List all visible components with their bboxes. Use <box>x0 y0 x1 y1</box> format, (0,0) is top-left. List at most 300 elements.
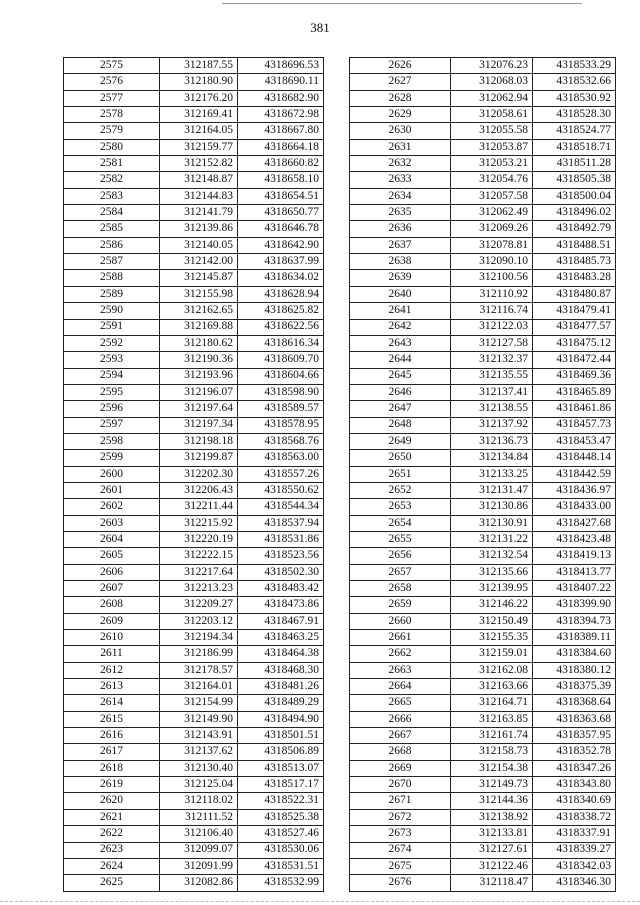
table-row <box>64 858 324 874</box>
point-number-cell: 2586 <box>64 237 160 253</box>
table-row <box>64 581 324 597</box>
point-number-cell: 2665 <box>350 695 451 711</box>
point-number-cell: 2647 <box>350 401 451 417</box>
y-coordinate-cell: 4318658.10 <box>238 172 324 188</box>
point-number-cell: 2622 <box>64 826 160 842</box>
y-coordinate-cell: 4318563.00 <box>238 450 324 466</box>
y-coordinate-cell: 4318342.03 <box>533 858 616 874</box>
table-row <box>64 564 324 580</box>
y-coordinate-cell: 4318480.87 <box>533 286 616 302</box>
y-coordinate-cell: 4318384.60 <box>533 646 616 662</box>
point-number-cell: 2656 <box>350 548 451 564</box>
table-row <box>350 254 616 270</box>
y-coordinate-cell: 4318518.71 <box>533 139 616 155</box>
y-coordinate-cell: 4318368.64 <box>533 695 616 711</box>
point-number-cell: 2628 <box>350 90 451 106</box>
y-coordinate-cell: 4318347.26 <box>533 760 616 776</box>
y-coordinate-cell: 4318589.57 <box>238 401 324 417</box>
y-coordinate-cell: 4318394.73 <box>533 613 616 629</box>
y-coordinate-cell: 4318479.41 <box>533 303 616 319</box>
table-row <box>350 793 616 809</box>
x-coordinate-cell: 312163.66 <box>451 679 533 695</box>
table-row <box>350 760 616 776</box>
point-number-cell: 2661 <box>350 630 451 646</box>
y-coordinate-cell: 4318527.46 <box>238 826 324 842</box>
point-number-cell: 2614 <box>64 695 160 711</box>
point-number-cell: 2579 <box>64 123 160 139</box>
x-coordinate-cell: 312159.77 <box>160 139 238 155</box>
table-row <box>350 384 616 400</box>
y-coordinate-cell: 4318650.77 <box>238 205 324 221</box>
y-coordinate-cell: 4318531.86 <box>238 531 324 547</box>
x-coordinate-cell: 312180.90 <box>160 74 238 90</box>
y-coordinate-cell: 4318696.53 <box>238 58 324 74</box>
coordinates-table-left <box>63 57 324 892</box>
table-row <box>64 123 324 139</box>
point-number-cell: 2652 <box>350 482 451 498</box>
x-coordinate-cell: 312198.18 <box>160 433 238 449</box>
x-coordinate-cell: 312099.07 <box>160 842 238 858</box>
header-rule <box>222 3 582 4</box>
table-row <box>64 74 324 90</box>
point-number-cell: 2674 <box>350 842 451 858</box>
point-number-cell: 2664 <box>350 679 451 695</box>
table-row <box>350 74 616 90</box>
point-number-cell: 2618 <box>64 760 160 776</box>
y-coordinate-cell: 4318533.29 <box>533 58 616 74</box>
x-coordinate-cell: 312220.19 <box>160 531 238 547</box>
point-number-cell: 2658 <box>350 581 451 597</box>
x-coordinate-cell: 312130.86 <box>451 499 533 515</box>
y-coordinate-cell: 4318654.51 <box>238 188 324 204</box>
point-number-cell: 2654 <box>350 515 451 531</box>
x-coordinate-cell: 312137.92 <box>451 417 533 433</box>
point-number-cell: 2616 <box>64 728 160 744</box>
y-coordinate-cell: 4318343.80 <box>533 777 616 793</box>
table-row <box>350 466 616 482</box>
table-row <box>64 352 324 368</box>
point-number-cell: 2582 <box>64 172 160 188</box>
point-number-cell: 2598 <box>64 433 160 449</box>
point-number-cell: 2633 <box>350 172 451 188</box>
table-row <box>64 515 324 531</box>
x-coordinate-cell: 312125.04 <box>160 777 238 793</box>
table-row <box>64 875 324 891</box>
table-row <box>64 270 324 286</box>
y-coordinate-cell: 4318473.86 <box>238 597 324 613</box>
footer-rule <box>0 901 640 902</box>
y-coordinate-cell: 4318436.97 <box>533 482 616 498</box>
point-number-cell: 2634 <box>350 188 451 204</box>
y-coordinate-cell: 4318375.39 <box>533 679 616 695</box>
y-coordinate-cell: 4318634.02 <box>238 270 324 286</box>
point-number-cell: 2591 <box>64 319 160 335</box>
x-coordinate-cell: 312131.22 <box>451 531 533 547</box>
point-number-cell: 2636 <box>350 221 451 237</box>
table-row <box>350 335 616 351</box>
y-coordinate-cell: 4318448.14 <box>533 450 616 466</box>
x-coordinate-cell: 312141.79 <box>160 205 238 221</box>
y-coordinate-cell: 4318525.38 <box>238 809 324 825</box>
point-number-cell: 2597 <box>64 417 160 433</box>
y-coordinate-cell: 4318453.47 <box>533 433 616 449</box>
y-coordinate-cell: 4318352.78 <box>533 744 616 760</box>
table-row <box>350 531 616 547</box>
x-coordinate-cell: 312132.54 <box>451 548 533 564</box>
x-coordinate-cell: 312169.41 <box>160 107 238 123</box>
x-coordinate-cell: 312197.64 <box>160 401 238 417</box>
point-number-cell: 2608 <box>64 597 160 613</box>
table-row <box>350 858 616 874</box>
x-coordinate-cell: 312139.95 <box>451 581 533 597</box>
y-coordinate-cell: 4318524.77 <box>533 123 616 139</box>
y-coordinate-cell: 4318407.22 <box>533 581 616 597</box>
table-row <box>350 646 616 662</box>
point-number-cell: 2619 <box>64 777 160 793</box>
y-coordinate-cell: 4318616.34 <box>238 335 324 351</box>
point-number-cell: 2607 <box>64 581 160 597</box>
point-number-cell: 2596 <box>64 401 160 417</box>
y-coordinate-cell: 4318646.78 <box>238 221 324 237</box>
table-row <box>350 107 616 123</box>
table-row <box>64 842 324 858</box>
x-coordinate-cell: 312144.36 <box>451 793 533 809</box>
table-row <box>350 433 616 449</box>
table-row <box>350 597 616 613</box>
table-row <box>350 286 616 302</box>
x-coordinate-cell: 312162.08 <box>451 662 533 678</box>
y-coordinate-cell: 4318496.02 <box>533 205 616 221</box>
table-row <box>350 368 616 384</box>
table-row <box>64 809 324 825</box>
table-row <box>350 303 616 319</box>
table-row <box>64 630 324 646</box>
table-row <box>64 679 324 695</box>
point-number-cell: 2662 <box>350 646 451 662</box>
x-coordinate-cell: 312130.91 <box>451 515 533 531</box>
point-number-cell: 2623 <box>64 842 160 858</box>
x-coordinate-cell: 312148.87 <box>160 172 238 188</box>
x-coordinate-cell: 312152.82 <box>160 156 238 172</box>
table-row <box>350 90 616 106</box>
y-coordinate-cell: 4318481.26 <box>238 679 324 695</box>
table-row <box>64 548 324 564</box>
x-coordinate-cell: 312082.86 <box>160 875 238 891</box>
table-row <box>64 597 324 613</box>
table-row <box>350 417 616 433</box>
table-row <box>64 499 324 515</box>
table-row <box>64 139 324 155</box>
y-coordinate-cell: 4318472.44 <box>533 352 616 368</box>
x-coordinate-cell: 312144.83 <box>160 188 238 204</box>
x-coordinate-cell: 312155.35 <box>451 630 533 646</box>
y-coordinate-cell: 4318530.06 <box>238 842 324 858</box>
y-coordinate-cell: 4318609.70 <box>238 352 324 368</box>
table-row <box>350 58 616 74</box>
x-coordinate-cell: 312138.92 <box>451 809 533 825</box>
y-coordinate-cell: 4318433.00 <box>533 499 616 515</box>
point-number-cell: 2643 <box>350 335 451 351</box>
point-number-cell: 2651 <box>350 466 451 482</box>
table-row <box>64 188 324 204</box>
y-coordinate-cell: 4318502.30 <box>238 564 324 580</box>
x-coordinate-cell: 312180.62 <box>160 335 238 351</box>
x-coordinate-cell: 312193.96 <box>160 368 238 384</box>
y-coordinate-cell: 4318660.82 <box>238 156 324 172</box>
table-row <box>64 450 324 466</box>
table-row <box>350 352 616 368</box>
point-number-cell: 2645 <box>350 368 451 384</box>
x-coordinate-cell: 312217.64 <box>160 564 238 580</box>
y-coordinate-cell: 4318604.66 <box>238 368 324 384</box>
y-coordinate-cell: 4318505.38 <box>533 172 616 188</box>
table-row <box>350 270 616 286</box>
x-coordinate-cell: 312149.90 <box>160 711 238 727</box>
y-coordinate-cell: 4318483.42 <box>238 581 324 597</box>
y-coordinate-cell: 4318467.91 <box>238 613 324 629</box>
y-coordinate-cell: 4318461.86 <box>533 401 616 417</box>
point-number-cell: 2646 <box>350 384 451 400</box>
table-row <box>64 156 324 172</box>
point-number-cell: 2635 <box>350 205 451 221</box>
point-number-cell: 2600 <box>64 466 160 482</box>
y-coordinate-cell: 4318501.51 <box>238 728 324 744</box>
table-row <box>350 744 616 760</box>
point-number-cell: 2627 <box>350 74 451 90</box>
y-coordinate-cell: 4318598.90 <box>238 384 324 400</box>
x-coordinate-cell: 312150.49 <box>451 613 533 629</box>
y-coordinate-cell: 4318363.68 <box>533 711 616 727</box>
table-row <box>350 711 616 727</box>
table-row <box>350 826 616 842</box>
point-number-cell: 2603 <box>64 515 160 531</box>
table-row <box>64 433 324 449</box>
y-coordinate-cell: 4318465.89 <box>533 384 616 400</box>
y-coordinate-cell: 4318380.12 <box>533 662 616 678</box>
point-number-cell: 2666 <box>350 711 451 727</box>
point-number-cell: 2676 <box>350 875 451 891</box>
table-row <box>64 319 324 335</box>
x-coordinate-cell: 312069.26 <box>451 221 533 237</box>
x-coordinate-cell: 312054.76 <box>451 172 533 188</box>
point-number-cell: 2577 <box>64 90 160 106</box>
y-coordinate-cell: 4318399.90 <box>533 597 616 613</box>
x-coordinate-cell: 312154.99 <box>160 695 238 711</box>
point-number-cell: 2667 <box>350 728 451 744</box>
point-number-cell: 2583 <box>64 188 160 204</box>
x-coordinate-cell: 312111.52 <box>160 809 238 825</box>
point-number-cell: 2578 <box>64 107 160 123</box>
point-number-cell: 2657 <box>350 564 451 580</box>
y-coordinate-cell: 4318423.48 <box>533 531 616 547</box>
x-coordinate-cell: 312068.03 <box>451 74 533 90</box>
point-number-cell: 2604 <box>64 531 160 547</box>
y-coordinate-cell: 4318664.18 <box>238 139 324 155</box>
y-coordinate-cell: 4318442.59 <box>533 466 616 482</box>
y-coordinate-cell: 4318339.27 <box>533 842 616 858</box>
table-row <box>350 205 616 221</box>
y-coordinate-cell: 4318464.38 <box>238 646 324 662</box>
x-coordinate-cell: 312132.37 <box>451 352 533 368</box>
point-number-cell: 2576 <box>64 74 160 90</box>
y-coordinate-cell: 4318419.13 <box>533 548 616 564</box>
x-coordinate-cell: 312062.94 <box>451 90 533 106</box>
point-number-cell: 2626 <box>350 58 451 74</box>
table-row <box>350 482 616 498</box>
x-coordinate-cell: 312053.21 <box>451 156 533 172</box>
x-coordinate-cell: 312163.85 <box>451 711 533 727</box>
coordinates-table-right <box>349 57 616 892</box>
x-coordinate-cell: 312091.99 <box>160 858 238 874</box>
table-row <box>350 401 616 417</box>
table-row <box>350 515 616 531</box>
table-row <box>64 728 324 744</box>
x-coordinate-cell: 312186.99 <box>160 646 238 662</box>
point-number-cell: 2644 <box>350 352 451 368</box>
y-coordinate-cell: 4318389.11 <box>533 630 616 646</box>
x-coordinate-cell: 312055.58 <box>451 123 533 139</box>
y-coordinate-cell: 4318672.98 <box>238 107 324 123</box>
table-row <box>64 760 324 776</box>
point-number-cell: 2599 <box>64 450 160 466</box>
x-coordinate-cell: 312133.25 <box>451 466 533 482</box>
table-row <box>64 172 324 188</box>
table-row <box>64 417 324 433</box>
y-coordinate-cell: 4318457.73 <box>533 417 616 433</box>
table-row <box>350 809 616 825</box>
point-number-cell: 2659 <box>350 597 451 613</box>
x-coordinate-cell: 312127.58 <box>451 335 533 351</box>
table-row <box>64 744 324 760</box>
table-row <box>350 842 616 858</box>
point-number-cell: 2585 <box>64 221 160 237</box>
x-coordinate-cell: 312178.57 <box>160 662 238 678</box>
y-coordinate-cell: 4318506.89 <box>238 744 324 760</box>
x-coordinate-cell: 312158.73 <box>451 744 533 760</box>
x-coordinate-cell: 312215.92 <box>160 515 238 531</box>
table-row <box>350 695 616 711</box>
table-row <box>64 221 324 237</box>
x-coordinate-cell: 312187.55 <box>160 58 238 74</box>
point-number-cell: 2639 <box>350 270 451 286</box>
x-coordinate-cell: 312164.01 <box>160 679 238 695</box>
point-number-cell: 2589 <box>64 286 160 302</box>
table-row <box>350 221 616 237</box>
x-coordinate-cell: 312176.20 <box>160 90 238 106</box>
table-row <box>350 630 616 646</box>
y-coordinate-cell: 4318628.94 <box>238 286 324 302</box>
y-coordinate-cell: 4318427.68 <box>533 515 616 531</box>
x-coordinate-cell: 312164.05 <box>160 123 238 139</box>
y-coordinate-cell: 4318642.90 <box>238 237 324 253</box>
x-coordinate-cell: 312058.61 <box>451 107 533 123</box>
point-number-cell: 2660 <box>350 613 451 629</box>
y-coordinate-cell: 4318625.82 <box>238 303 324 319</box>
y-coordinate-cell: 4318517.17 <box>238 777 324 793</box>
point-number-cell: 2640 <box>350 286 451 302</box>
table-row <box>350 319 616 335</box>
x-coordinate-cell: 312143.91 <box>160 728 238 744</box>
point-number-cell: 2629 <box>350 107 451 123</box>
table-row <box>64 646 324 662</box>
x-coordinate-cell: 312149.73 <box>451 777 533 793</box>
y-coordinate-cell: 4318667.80 <box>238 123 324 139</box>
x-coordinate-cell: 312146.22 <box>451 597 533 613</box>
table-row <box>350 237 616 253</box>
table-row <box>64 303 324 319</box>
x-coordinate-cell: 312133.81 <box>451 826 533 842</box>
table-row <box>64 286 324 302</box>
table-row <box>64 777 324 793</box>
table-row <box>64 401 324 417</box>
point-number-cell: 2621 <box>64 809 160 825</box>
point-number-cell: 2575 <box>64 58 160 74</box>
y-coordinate-cell: 4318346.30 <box>533 875 616 891</box>
x-coordinate-cell: 312138.55 <box>451 401 533 417</box>
table-row <box>64 531 324 547</box>
x-coordinate-cell: 312190.36 <box>160 352 238 368</box>
x-coordinate-cell: 312162.65 <box>160 303 238 319</box>
point-number-cell: 2610 <box>64 630 160 646</box>
table-row <box>64 662 324 678</box>
x-coordinate-cell: 312222.15 <box>160 548 238 564</box>
x-coordinate-cell: 312110.92 <box>451 286 533 302</box>
x-coordinate-cell: 312131.47 <box>451 482 533 498</box>
point-number-cell: 2615 <box>64 711 160 727</box>
table-row <box>64 237 324 253</box>
y-coordinate-cell: 4318622.56 <box>238 319 324 335</box>
x-coordinate-cell: 312159.01 <box>451 646 533 662</box>
x-coordinate-cell: 312140.05 <box>160 237 238 253</box>
table-row <box>350 139 616 155</box>
x-coordinate-cell: 312142.00 <box>160 254 238 270</box>
table-row <box>64 482 324 498</box>
x-coordinate-cell: 312116.74 <box>451 303 533 319</box>
y-coordinate-cell: 4318532.66 <box>533 74 616 90</box>
point-number-cell: 2611 <box>64 646 160 662</box>
y-coordinate-cell: 4318637.99 <box>238 254 324 270</box>
y-coordinate-cell: 4318578.95 <box>238 417 324 433</box>
x-coordinate-cell: 312136.73 <box>451 433 533 449</box>
point-number-cell: 2641 <box>350 303 451 319</box>
table-row <box>64 107 324 123</box>
table-row <box>350 613 616 629</box>
x-coordinate-cell: 312137.41 <box>451 384 533 400</box>
table-row <box>64 384 324 400</box>
y-coordinate-cell: 4318528.30 <box>533 107 616 123</box>
point-number-cell: 2606 <box>64 564 160 580</box>
point-number-cell: 2601 <box>64 482 160 498</box>
x-coordinate-cell: 312164.71 <box>451 695 533 711</box>
table-row <box>350 548 616 564</box>
x-coordinate-cell: 312196.07 <box>160 384 238 400</box>
point-number-cell: 2590 <box>64 303 160 319</box>
x-coordinate-cell: 312127.61 <box>451 842 533 858</box>
y-coordinate-cell: 4318475.12 <box>533 335 616 351</box>
x-coordinate-cell: 312145.87 <box>160 270 238 286</box>
point-number-cell: 2605 <box>64 548 160 564</box>
point-number-cell: 2617 <box>64 744 160 760</box>
y-coordinate-cell: 4318522.31 <box>238 793 324 809</box>
y-coordinate-cell: 4318500.04 <box>533 188 616 204</box>
table-row <box>350 777 616 793</box>
y-coordinate-cell: 4318483.28 <box>533 270 616 286</box>
x-coordinate-cell: 312161.74 <box>451 728 533 744</box>
point-number-cell: 2655 <box>350 531 451 547</box>
point-number-cell: 2612 <box>64 662 160 678</box>
x-coordinate-cell: 312135.55 <box>451 368 533 384</box>
y-coordinate-cell: 4318682.90 <box>238 90 324 106</box>
